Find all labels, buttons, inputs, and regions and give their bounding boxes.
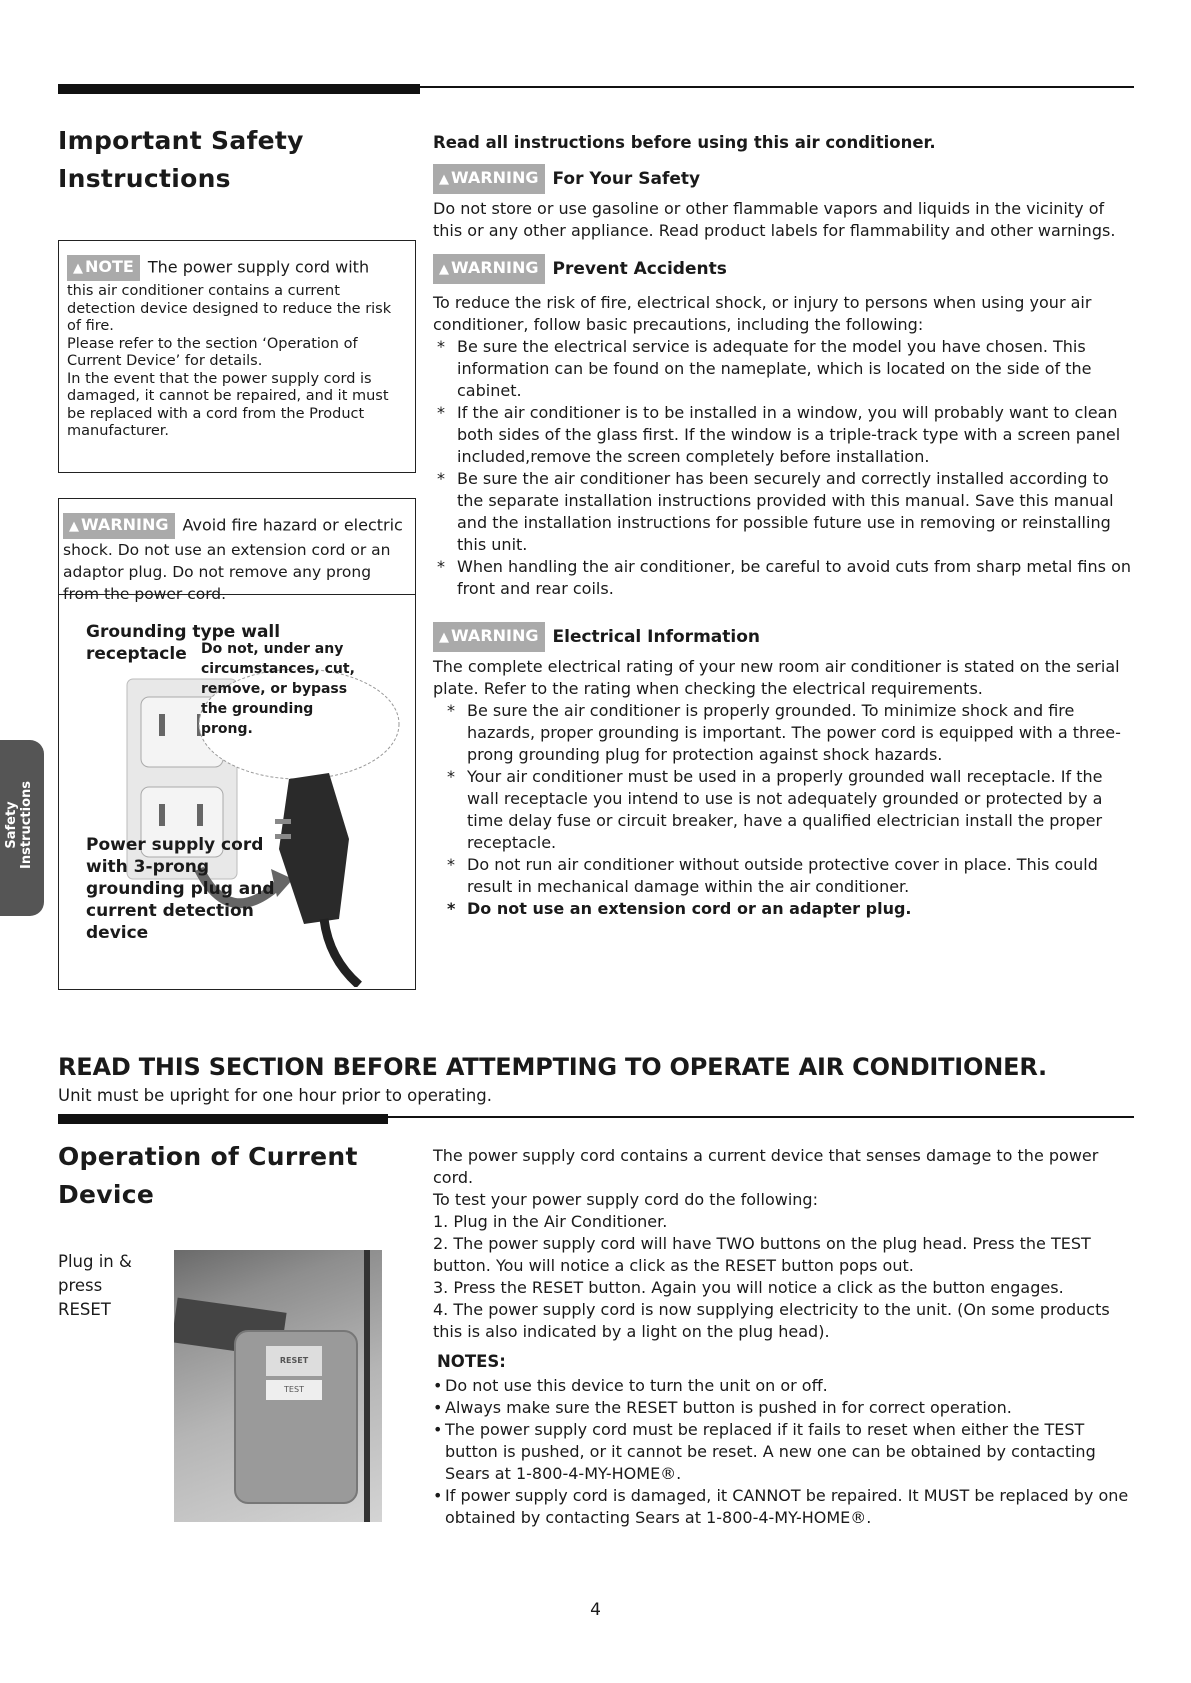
list-item: * Be sure the electrical service is adequate for the model you have chosen. This information can be found on the nameplate, which is located on the side of the cabinet. [433,336,1137,402]
read-section-banner [58,1050,1138,1108]
warning-figure-box [58,498,416,990]
test-intro: To test your power supply cord do the following: [433,1190,818,1209]
right-column [433,130,1137,920]
read-all-heading: Read all instructions before using this air conditioner. [433,133,936,152]
list-item: * When handling the air conditioner, be careful to avoid cuts from sharp metal fins on front and rear coils. [433,556,1137,600]
list-item: * If the air conditioner is to be installed in a window, you will probably want to clean both sides of the glass first. If the window is a triple-track type with a screen panel included,remove the screen completely before installation. [433,402,1137,468]
operation-title-line1: Operation of Current [58,1142,358,1171]
section-side-tab [0,740,44,916]
warning-badge: ▲ WARNING [433,622,545,652]
warning-triangle-icon: ▲ [439,172,449,187]
list-item: * Your air conditioner must be used in a properly grounded wall receptacle. If the wall receptacle you intend to use is not adequately grounded or protected by a time delay fuse or circuit breaker, have a qualified electrician install the proper receptacle. [443,766,1137,854]
warning-triangle-icon: ▲ [73,261,83,276]
note-item: • Do not use this device to turn the unit on or off. [433,1375,1133,1397]
list-item: * Be sure the air conditioner has been securely and correctly installed according to the separate installation instructions provided with this manual. Save this manual and the installation instructions for possible future use in removing or reinstalling this unit. [433,468,1137,556]
note-paragraph-3: In the event that the power supply cord is damaged, it cannot be repaired, and it must be replaced with a cord from the Product manufacturer. [67,370,389,439]
operation-intro: The power supply cord contains a current device that senses damage to the power cord. [433,1146,1099,1187]
step: 4. The power supply cord is now supplying electricity to the unit. (On some products this is also indicated by a light on the plug head). [433,1300,1110,1341]
list-item: * Be sure the air conditioner is properly grounded. To minimize shock and fire hazards, proper grounding is important. The power cord is equipped with a three-prong grounding plug for protection against shock hazards. [443,700,1137,766]
warning-triangle-icon: ▲ [439,262,449,277]
callout-text: Do not, under any circumstances, cut, remove, or bypass the grounding prong. [201,641,355,737]
note-item: • The power supply cord must be replaced if it fails to reset when either the TEST button is pushed, or it cannot be reset. A new one can be obtained by contacting Sears at 1-800-4-MY-HOME®. [433,1419,1133,1485]
warning-triangle-icon: ▲ [439,630,449,645]
receptacle-label: Grounding type wall receptacle [86,622,281,664]
side-tab-label: Safety Instructions [4,781,34,870]
warning-badge: ▲ WARNING [63,513,175,539]
accidents-list [433,336,1137,600]
top-rule-thick [58,84,420,94]
test-button: TEST [266,1380,322,1400]
banner-subtext: Unit must be upright for one hour prior to operating. [58,1086,493,1105]
safety-title [58,122,418,198]
note-paragraph-1: this air conditioner contains a current detection device designed to reduce the risk of fire. [67,283,392,334]
list-item-bold: * Do not use an extension cord or an adapter plug. [443,898,1137,920]
note-lead: The power supply cord with [147,257,370,277]
mid-rule-thick [58,1114,388,1124]
top-rule-thin [420,86,1134,88]
cord-line [324,919,359,985]
reset-photo [174,1250,382,1522]
notes-list [433,1375,1133,1529]
warning-badge: ▲ WARNING [433,254,545,284]
photo-edge [364,1250,370,1522]
warning-badge: ▲ WARNING [433,164,545,194]
safety-title-line1: Important Safety [58,126,304,155]
operation-title-line2: Device [58,1180,155,1209]
step: 3. Press the RESET button. Again you will notice a click as the button engages. [433,1278,1064,1297]
warning-text: shock. Do not use an extension cord or an adaptor plug. Do not remove any prong from the power cord. [63,541,391,603]
note-item: • If power supply cord is damaged, it CANNOT be repaired. It MUST be replaced by one obtained by contacting Sears at 1-800-4-MY-HOME®. [433,1485,1133,1529]
note-paragraph-2: Please refer to the section ‘Operation of Current Device’ for details. [67,335,358,369]
photo-caption: Plug in & press RESET [58,1252,132,1319]
warning-lead: Avoid fire hazard or electric [182,515,403,535]
accidents-intro: To reduce the risk of fire, electrical shock, or injury to persons when using your air conditioner, follow basic precautions, including the following: [433,293,1092,334]
plug-icon [279,773,349,924]
step: 1. Plug in the Air Conditioner. [433,1212,668,1231]
page-number: 4 [590,1600,601,1620]
mid-rule-thin [388,1116,1134,1118]
safety-text: Do not store or use gasoline or other flammable vapors and liquids in the vicinity of this or any other appliance. Read product labels for flammability and other warnings. [433,199,1116,240]
warning-accidents-heading: ▲ WARNING Prevent Accidents [433,254,1137,284]
banner-heading: READ THIS SECTION BEFORE ATTEMPTING TO OPERATE AIR CONDITIONER. [58,1053,1047,1081]
electrical-intro: The complete electrical rating of your new room air conditioner is stated on the serial plate. Refer to the rating when checking the electrical requirements. [433,657,1120,698]
safety-title-line2: Instructions [58,164,231,193]
operation-title [58,1138,398,1214]
note-badge: ▲ NOTE [67,255,140,281]
operation-text [433,1145,1133,1529]
reset-button: RESET [266,1346,322,1376]
step: 2. The power supply cord will have TWO buttons on the plug head. Press the TEST button. You will notice a click as the RESET button pops out. [433,1234,1091,1275]
note-item: • Always make sure the RESET button is pushed in for correct operation. [433,1397,1133,1419]
warning-text-block [59,499,415,603]
cord-label: Power supply cord with 3-prong grounding plug and current detection device [86,835,275,943]
note-box [58,240,416,473]
electrical-list [433,700,1137,920]
list-item: * Do not run air conditioner without outside protective cover in place. This could result in mechanical damage within the air conditioner. [443,854,1137,898]
warning-electrical-heading: ▲ WARNING Electrical Information [433,622,1137,652]
warning-safety-heading: ▲ WARNING For Your Safety [433,164,1137,194]
warning-triangle-icon: ▲ [69,519,79,534]
notes-heading: NOTES: [437,1352,506,1371]
